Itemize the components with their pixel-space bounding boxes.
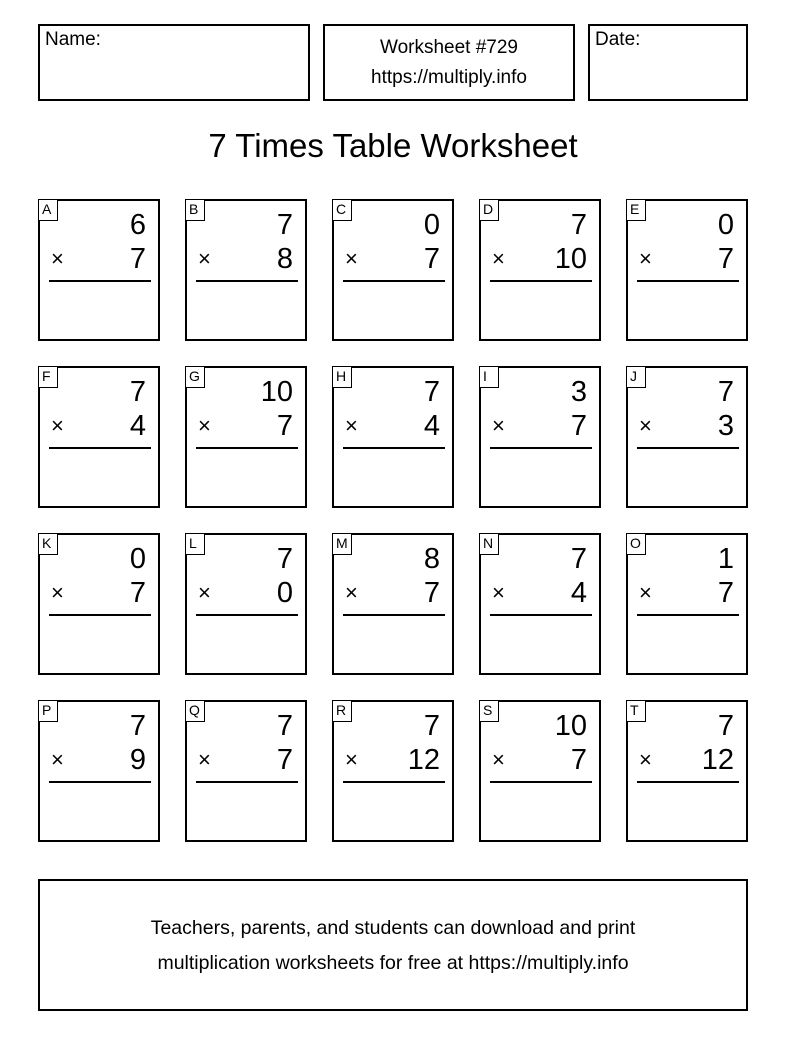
- problem-top-number: 7: [423, 710, 440, 742]
- problem-bottom-number: 7: [129, 577, 146, 609]
- problem-top-number: 6: [129, 209, 146, 241]
- answer-line: [490, 781, 592, 783]
- problem-letter: Q: [185, 700, 205, 722]
- problem-letter: L: [185, 533, 205, 555]
- problem-top-number: 10: [554, 710, 587, 742]
- problem-card[interactable]: [38, 199, 160, 341]
- problem-card[interactable]: [479, 700, 601, 842]
- problem-card[interactable]: [38, 366, 160, 508]
- problem-letter: K: [38, 533, 58, 555]
- problem-letter: P: [38, 700, 58, 722]
- problem-card[interactable]: [626, 199, 748, 341]
- problem-top-number: 7: [570, 543, 587, 575]
- problem-top-number: 0: [423, 209, 440, 241]
- times-sign: ×: [492, 246, 505, 271]
- problem-letter: F: [38, 366, 58, 388]
- times-sign: ×: [198, 747, 211, 772]
- date-label: Date:: [595, 29, 641, 50]
- problem-letter: T: [626, 700, 646, 722]
- answer-line: [343, 781, 445, 783]
- times-sign: ×: [492, 580, 505, 605]
- problem-letter: H: [332, 366, 352, 388]
- answer-line: [343, 280, 445, 282]
- problem-top-number: 0: [129, 543, 146, 575]
- problem-card[interactable]: [185, 366, 307, 508]
- problem-letter: I: [479, 366, 499, 388]
- problem-top-number: 3: [570, 376, 587, 408]
- answer-line: [637, 280, 739, 282]
- problem-card[interactable]: [185, 199, 307, 341]
- problem-bottom-number: 8: [276, 243, 293, 275]
- problem-bottom-number: 4: [570, 577, 587, 609]
- times-sign: ×: [51, 747, 64, 772]
- answer-line: [49, 447, 151, 449]
- problem-letter: B: [185, 199, 205, 221]
- answer-line: [490, 614, 592, 616]
- problem-card[interactable]: [38, 700, 160, 842]
- answer-line: [196, 280, 298, 282]
- problem-bottom-number: 0: [276, 577, 293, 609]
- problem-top-number: 0: [717, 209, 734, 241]
- problem-top-number: 7: [717, 710, 734, 742]
- times-sign: ×: [51, 246, 64, 271]
- problem-top-number: 7: [129, 376, 146, 408]
- times-sign: ×: [492, 413, 505, 438]
- footer-line-2: multiplication worksheets for free at https://multiply.info: [157, 952, 629, 974]
- problem-top-number: 7: [276, 710, 293, 742]
- problem-bottom-number: 4: [129, 410, 146, 442]
- worksheet-number: Worksheet #729: [379, 37, 518, 58]
- problem-card[interactable]: [626, 366, 748, 508]
- times-sign: ×: [345, 413, 358, 438]
- problem-bottom-number: 7: [276, 744, 293, 776]
- problem-card[interactable]: [479, 366, 601, 508]
- problem-top-number: 1: [717, 543, 734, 575]
- problem-letter: O: [626, 533, 646, 555]
- problem-bottom-number: 4: [423, 410, 440, 442]
- problem-letter: N: [479, 533, 499, 555]
- problem-top-number: 7: [276, 209, 293, 241]
- problem-letter: S: [479, 700, 499, 722]
- problem-bottom-number: 12: [407, 744, 440, 776]
- times-sign: ×: [51, 580, 64, 605]
- problem-letter: A: [38, 199, 58, 221]
- problem-card[interactable]: [185, 700, 307, 842]
- problem-letter: R: [332, 700, 352, 722]
- problem-top-number: 8: [423, 543, 440, 575]
- times-sign: ×: [51, 413, 64, 438]
- problem-bottom-number: 7: [717, 243, 734, 275]
- problem-card[interactable]: [332, 700, 454, 842]
- problem-card[interactable]: [38, 533, 160, 675]
- times-sign: ×: [639, 413, 652, 438]
- problem-top-number: 7: [129, 710, 146, 742]
- answer-line: [490, 447, 592, 449]
- footer-box: [38, 879, 748, 1011]
- problem-bottom-number: 7: [570, 744, 587, 776]
- problem-bottom-number: 7: [129, 243, 146, 275]
- problem-top-number: 7: [717, 376, 734, 408]
- answer-line: [490, 280, 592, 282]
- times-sign: ×: [345, 580, 358, 605]
- problem-card[interactable]: [626, 533, 748, 675]
- problem-card[interactable]: [185, 533, 307, 675]
- problem-bottom-number: 12: [701, 744, 734, 776]
- times-sign: ×: [492, 747, 505, 772]
- problem-card[interactable]: [479, 199, 601, 341]
- problem-bottom-number: 7: [423, 577, 440, 609]
- problem-letter: M: [332, 533, 352, 555]
- problem-bottom-number: 3: [717, 410, 734, 442]
- answer-line: [49, 280, 151, 282]
- answer-line: [343, 614, 445, 616]
- footer-line-1: Teachers, parents, and students can download and print: [150, 917, 636, 939]
- problem-top-number: 10: [260, 376, 293, 408]
- page-title: 7 Times Table Worksheet: [208, 127, 578, 164]
- problem-letter: C: [332, 199, 352, 221]
- problem-letter: G: [185, 366, 205, 388]
- problem-bottom-number: 7: [423, 243, 440, 275]
- answer-line: [196, 447, 298, 449]
- problem-top-number: 7: [570, 209, 587, 241]
- answer-line: [49, 614, 151, 616]
- problem-letter: D: [479, 199, 499, 221]
- name-label: Name:: [45, 29, 101, 50]
- answer-line: [49, 781, 151, 783]
- problem-letter: E: [626, 199, 646, 221]
- times-sign: ×: [639, 246, 652, 271]
- worksheet-url: https://multiply.info: [371, 67, 527, 88]
- answer-line: [196, 781, 298, 783]
- problem-bottom-number: 10: [554, 243, 587, 275]
- answer-line: [637, 447, 739, 449]
- problem-bottom-number: 9: [129, 744, 146, 776]
- problem-card[interactable]: [332, 366, 454, 508]
- answer-line: [196, 614, 298, 616]
- problem-card[interactable]: [626, 700, 748, 842]
- problem-bottom-number: 7: [276, 410, 293, 442]
- times-sign: ×: [639, 580, 652, 605]
- problem-bottom-number: 7: [717, 577, 734, 609]
- problem-top-number: 7: [423, 376, 440, 408]
- problem-bottom-number: 7: [570, 410, 587, 442]
- times-sign: ×: [198, 580, 211, 605]
- problem-top-number: 7: [276, 543, 293, 575]
- problem-card[interactable]: [332, 533, 454, 675]
- times-sign: ×: [198, 413, 211, 438]
- problem-card[interactable]: [479, 533, 601, 675]
- times-sign: ×: [345, 747, 358, 772]
- answer-line: [637, 781, 739, 783]
- times-sign: ×: [639, 747, 652, 772]
- problem-card[interactable]: [332, 199, 454, 341]
- answer-line: [637, 614, 739, 616]
- problem-letter: J: [626, 366, 646, 388]
- answer-line: [343, 447, 445, 449]
- times-sign: ×: [345, 246, 358, 271]
- times-sign: ×: [198, 246, 211, 271]
